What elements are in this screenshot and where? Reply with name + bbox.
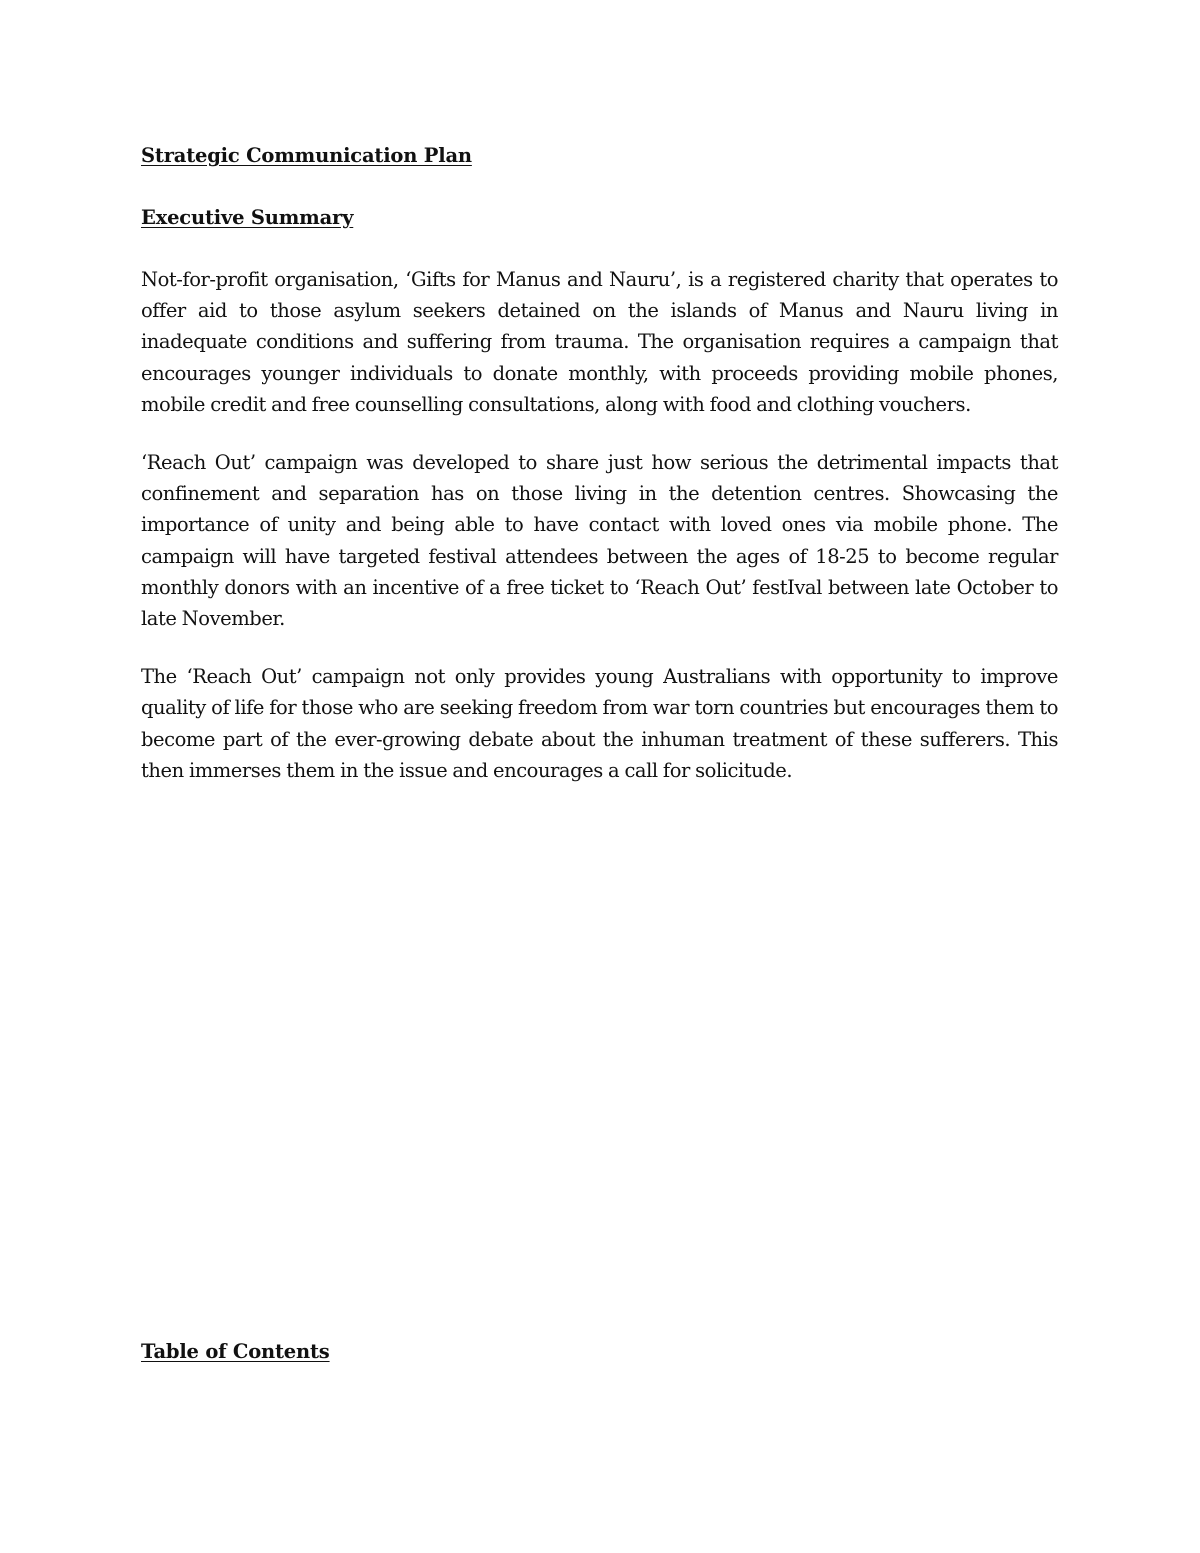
- table-of-contents-section: [141, 1336, 1058, 1367]
- executive-summary-paragraph-1: Not-for-profit organisation, ‘Gifts for Manus and Nauru’, is a registered charity that operates to offer aid to those asylum seekers detained on the islands of Manus and Nauru living in inadequate conditions and suffering from trauma. The organisation requires a campaign that encourages younger individuals to donate monthly, with proceeds providing mobile phones, mobile credit and free counselling consultations, along with food and clothing vouchers.: [141, 268, 1058, 416]
- executive-summary-heading: Executive Summary: [141, 206, 354, 229]
- executive-summary-paragraph-2: ‘Reach Out’ campaign was developed to share just how serious the detrimental impacts that confinement and separation has on those living in the detention centres. Showcasing the importance of unity and being able to have contact with loved ones via mobile phone. The campaign will have targeted festival attendees between the ages of 18-25 to become regular monthly donors with an incentive of a free ticket to ‘Reach Out’ festIval between late October to late November.: [141, 451, 1058, 631]
- executive-summary-paragraph-3: The ‘Reach Out’ campaign not only provides young Australians with opportunity to improve quality of life for those who are seeking freedom from war torn countries but encourages them to become part of the ever-growing debate about the inhuman treatment of these sufferers. This then immerses them in the issue and encourages a call for solicitude.: [141, 665, 1058, 782]
- document-title: Strategic Communication Plan: [141, 144, 472, 167]
- document-body: [141, 140, 1058, 813]
- table-of-contents-heading: Table of Contents: [141, 1340, 330, 1363]
